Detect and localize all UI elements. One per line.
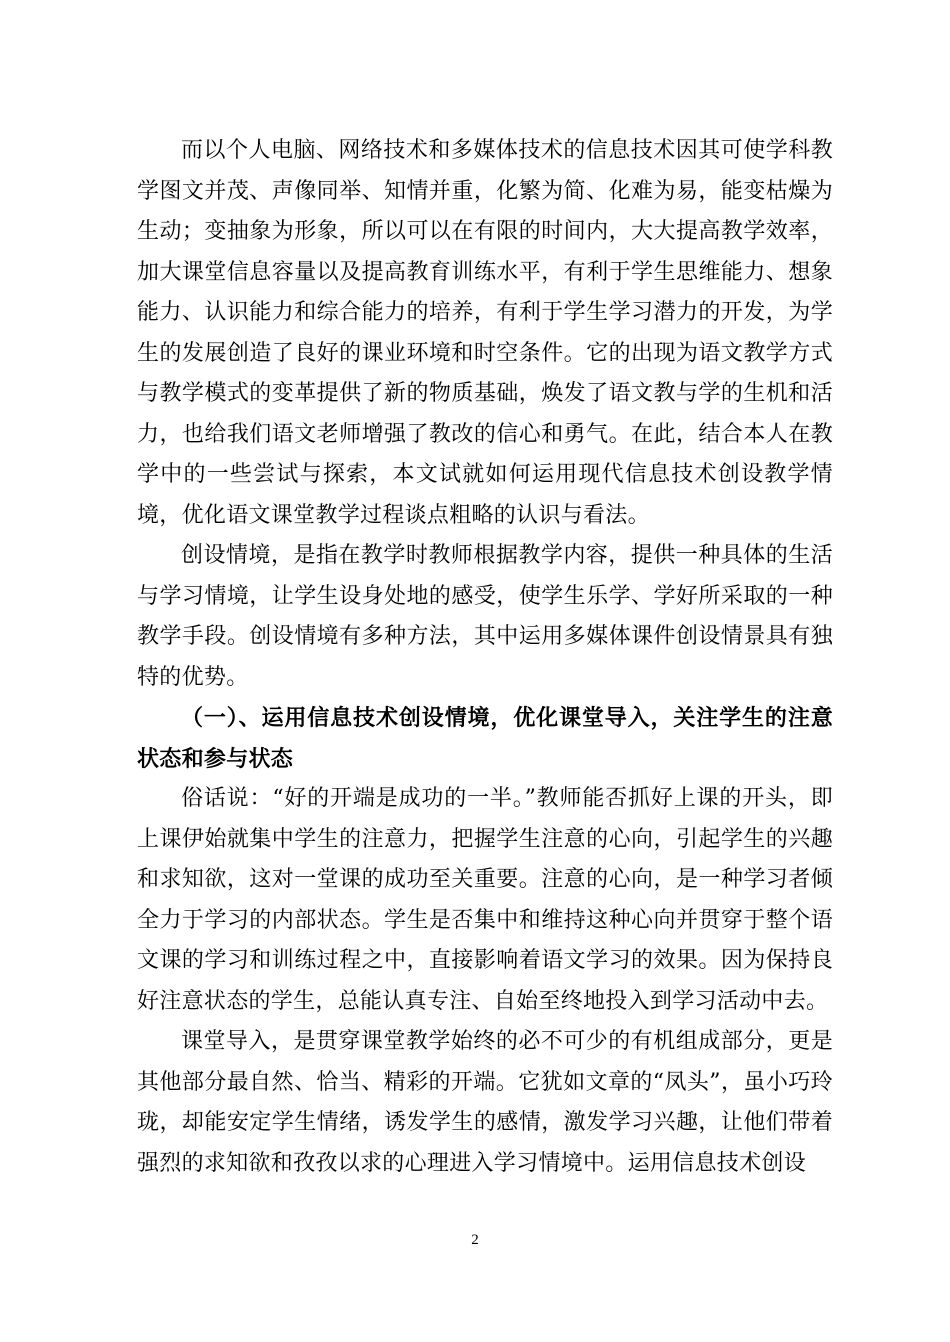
section-heading-1: （一）、运用信息技术创设情境，优化课堂导入，关注学生的注意状态和参与状态 — [137, 705, 833, 772]
paragraph-class-introduction: 课堂导入，是贯穿课堂教学始终的必不可少的有机组成部分，更是其他部分最自然、恰当、精彩的开端。它犹如文章的“凤头”，虽小巧玲珑，却能安定学生情绪，诱发学生的感情，激发学习兴趣，让他们带着强烈的求知欲和孜孜以求的心理进入学习情境中。运用信息技术创设 — [137, 1029, 833, 1176]
paragraph-good-beginning: 俗话说：“好的开端是成功的一半。”教师能否抓好上课的开头，即上课伊始就集中学生的注意力，把握学生注意的心向，引起学生的兴趣和求知欲，这对一堂课的成功至关重要。注意的心向，是一种学习者倾全力于学习的内部状态。学生是否集中和维持这种心向并贯穿于整个语文课的学习和训练过程之中，直接影响着语文学习的效果。因为保持良好注意状态的学生，总能认真专注、自始至终地投入到学习活动中去。 — [137, 786, 833, 1014]
paragraph-info-tech-intro: 而以个人电脑、网络技术和多媒体技术的信息技术因其可使学科教学图文并茂、声像同举、知情并重，化繁为简、化难为易，能变枯燥为生动；变抽象为形象，所以可以在有限的时间内，大大提高教学效率，加大课堂信息容量以及提高教育训练水平，有利于学生思维能力、想象能力、认识能力和综合能力的培养，有利于学生学习潜力的开发，为学生的发展创造了良好的课业环境和时空条件。它的出现为语文教学方式与教学模式的变革提供了新的物质基础，焕发了语文教与学的生机和活力，也给我们语文老师增强了教改的信心和勇气。在此，结合本人在教学中的一些尝试与探索，本文试就如何运用现代信息技术创设教学情境，优化语文课堂教学过程谈点粗略的认识与看法。 — [137, 138, 833, 528]
page-number: 2 — [471, 1232, 479, 1248]
paragraph-create-situation: 创设情境，是指在教学时教师根据教学内容，提供一种具体的生活与学习情境，让学生设身处地的感受，使学生乐学、学好所采取的一种教学手段。创设情境有多种方法，其中运用多媒体课件创设情景具有独特的优势。 — [137, 543, 833, 690]
page-body — [137, 131, 833, 1184]
